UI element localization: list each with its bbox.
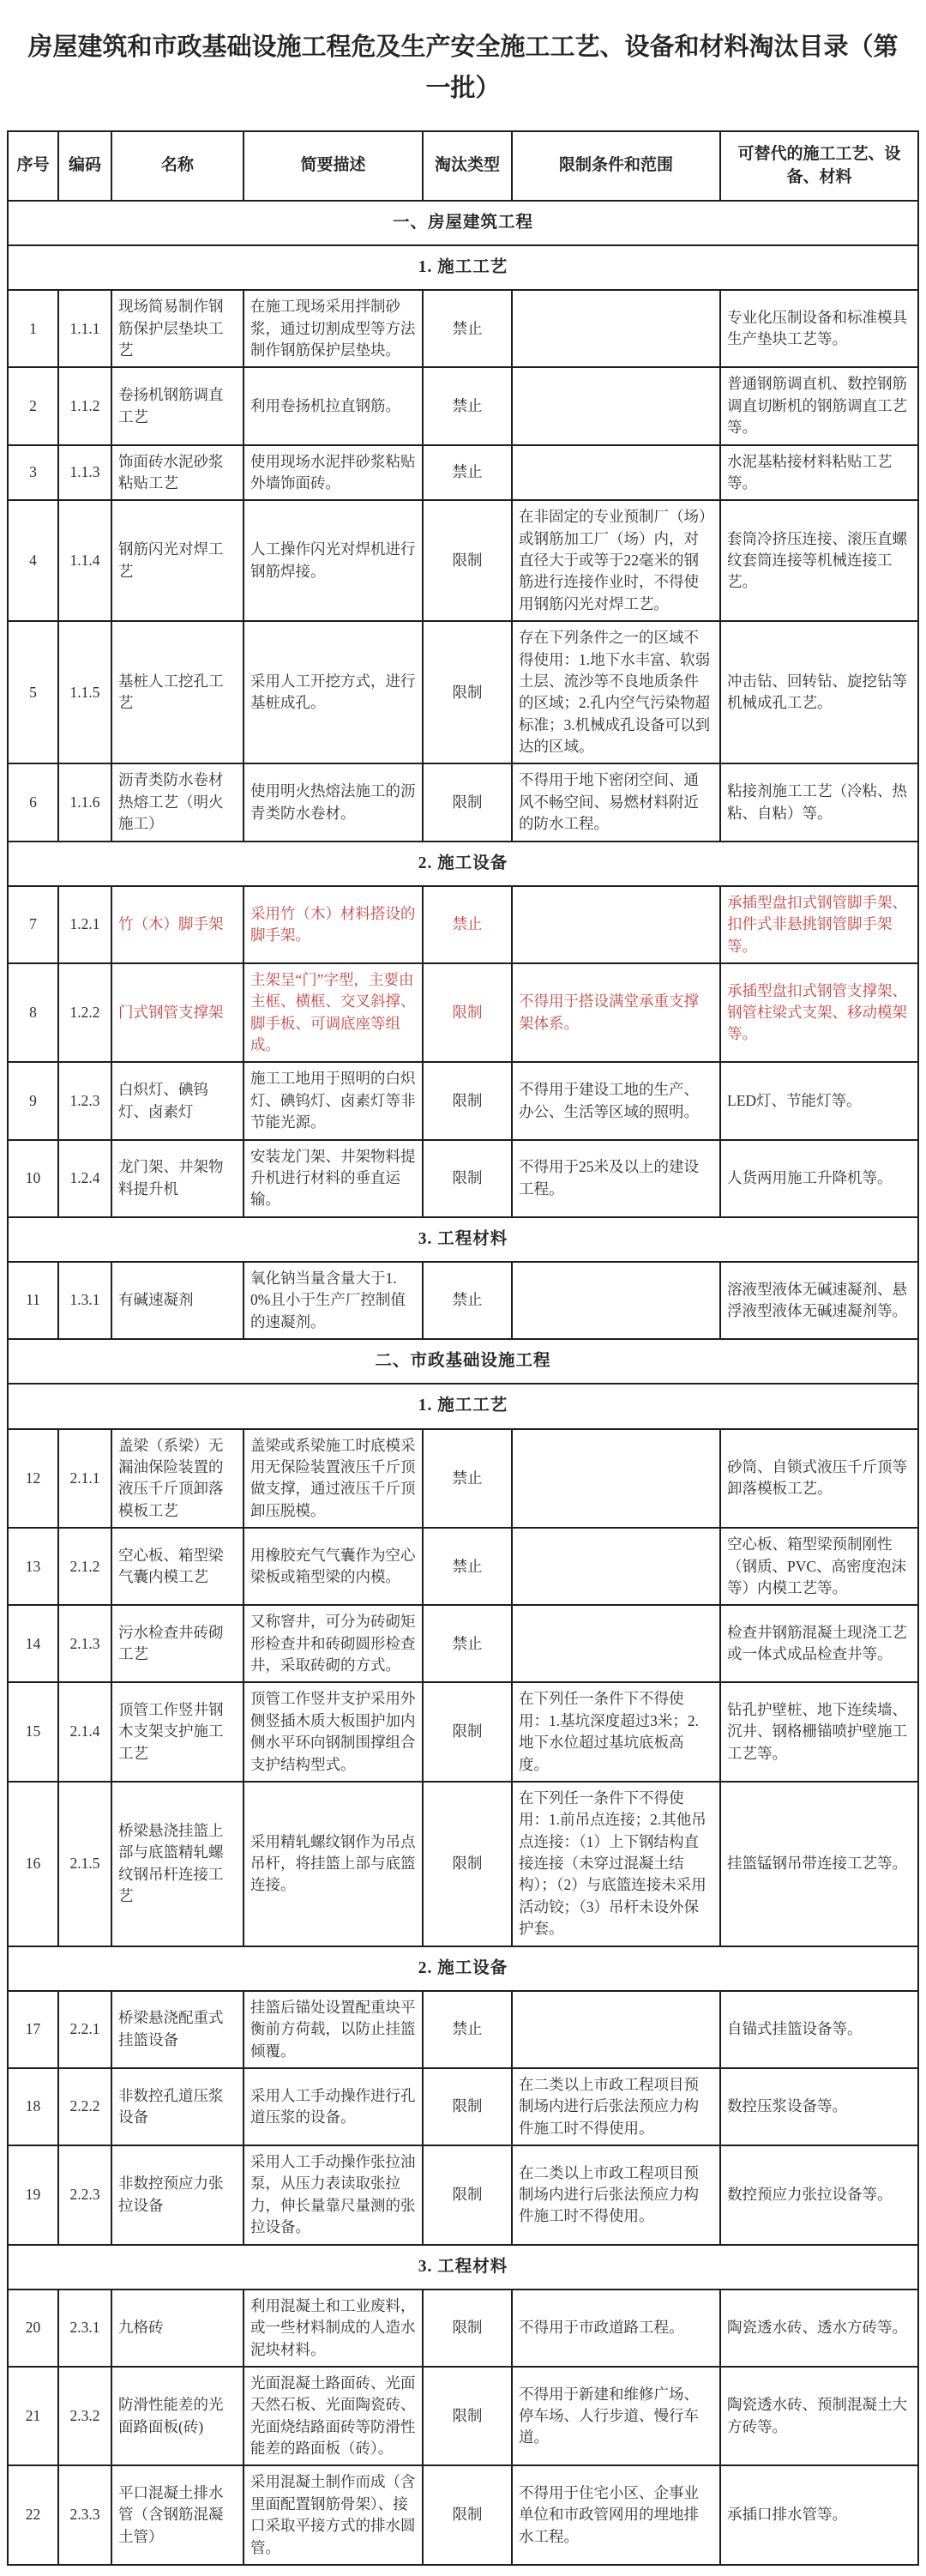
- cell-name: 饰面砖水泥砂浆粘贴工艺: [111, 445, 244, 501]
- cell-alt: 套筒冷挤压连接、滚压直螺纹套筒连接等机械连接工艺。: [720, 500, 918, 621]
- table-row: [8, 963, 918, 1063]
- cell-etype: 限制: [423, 763, 512, 841]
- cell-restrict: 在下列任一条件下不得使用：1.前吊点连接；2.其他吊点连接：（1）上下钢结构直接连接（未穿过混凝土结构）；（2）与底篮连接未采用活动铰；（3）吊杆未设外保护套。: [512, 1782, 720, 1946]
- cell-desc: 用橡胶充气气囊作为空心梁板或箱型梁的内模。: [244, 1528, 423, 1605]
- cell-desc: 利用混凝土和工业废料，或一些材料制成的人造水泥块材料。: [244, 2289, 423, 2367]
- cell-desc: 采用竹（木）材料搭设的脚手架。: [244, 886, 423, 963]
- cell-restrict: 在二类以上市政工程项目预制场内进行后张法预应力构件施工时不得使用。: [512, 2145, 720, 2245]
- elimination-catalog-table: [7, 130, 919, 2566]
- cell-no: 11: [8, 1262, 58, 1339]
- cell-restrict: 在非固定的专业预制厂（场）或钢筋加工厂（场）内，对直径大于或等于22毫米的钢筋进行连接作业时，不得使用钢筋闪光对焊工艺。: [512, 500, 720, 621]
- cell-name: 龙门架、井架物料提升机: [111, 1140, 244, 1217]
- cell-code: 2.3.3: [58, 2465, 111, 2565]
- cell-no: 6: [8, 763, 58, 841]
- section-label: 一、房屋建筑工程: [8, 201, 918, 245]
- cell-no: 19: [8, 2145, 58, 2245]
- header-no: 序号: [8, 131, 58, 201]
- cell-no: 21: [8, 2367, 58, 2466]
- cell-desc: 氧化钠当量含量大于1.0%且小于生产厂控制值的速凝剂。: [244, 1262, 423, 1339]
- cell-no: 9: [8, 1062, 58, 1139]
- cell-name: 沥青类防水卷材热熔工艺（明火施工）: [111, 763, 244, 841]
- cell-restrict: [512, 367, 720, 444]
- cell-etype: 限制: [423, 2068, 512, 2145]
- table-row: [8, 1528, 918, 1605]
- cell-alt: 自锚式挂篮设备等。: [720, 1991, 918, 2068]
- cell-etype: 限制: [423, 1782, 512, 1946]
- cell-alt: LED灯、节能灯等。: [720, 1062, 918, 1139]
- cell-etype: 限制: [423, 2145, 512, 2245]
- cell-etype: 限制: [423, 621, 512, 763]
- cell-etype: 禁止: [423, 1429, 512, 1529]
- cell-desc: 采用人工开挖方式，进行基桩成孔。: [244, 621, 423, 763]
- cell-desc: 采用人工手动操作进行孔道压浆的设备。: [244, 2068, 423, 2145]
- table-body: [8, 201, 918, 2565]
- cell-etype: 禁止: [423, 886, 512, 963]
- cell-etype: 禁止: [423, 367, 512, 444]
- cell-etype: 限制: [423, 2289, 512, 2367]
- cell-desc: 使用明火热熔法施工的沥青类防水卷材。: [244, 763, 423, 841]
- cell-alt: 陶瓷透水砖、透水方砖等。: [720, 2289, 918, 2367]
- cell-no: 17: [8, 1991, 58, 2068]
- section-label: 1. 施工工艺: [8, 245, 918, 290]
- cell-code: 2.3.2: [58, 2367, 111, 2466]
- cell-code: 2.1.1: [58, 1429, 111, 1529]
- cell-code: 1.1.6: [58, 763, 111, 841]
- section-label: 二、市政基础设施工程: [8, 1339, 918, 1384]
- cell-alt: 粘接剂施工工艺（冷粘、热粘、自粘）等。: [720, 763, 918, 841]
- cell-etype: 禁止: [423, 1528, 512, 1605]
- cell-alt: 普通钢筋调直机、数控钢筋调直切断机的钢筋调直工艺等。: [720, 367, 918, 444]
- cell-code: 1.2.4: [58, 1140, 111, 1217]
- cell-alt: 专业化压制设备和标准模具生产垫块工艺等。: [720, 290, 918, 367]
- cell-name: 平口混凝土排水管（含钢筋混凝土管）: [111, 2465, 244, 2565]
- cell-alt: 水泥基粘接材料粘贴工艺等。: [720, 445, 918, 501]
- cell-desc: 光面混凝土路面砖、光面天然石板、光面陶瓷砖、光面烧结路面砖等防滑性能差的路面板（砖）。: [244, 2367, 423, 2466]
- cell-etype: 限制: [423, 1062, 512, 1139]
- cell-code: 1.2.1: [58, 886, 111, 963]
- cell-desc: 利用卷扬机拉直钢筋。: [244, 367, 423, 444]
- cell-restrict: 不得用于住宅小区、企事业单位和市政管网用的埋地排水工程。: [512, 2465, 720, 2565]
- table-row: [8, 2068, 918, 2145]
- cell-desc: 主架呈“门”字型，主要由主框、横框、交叉斜撑、脚手板、可调底座等组成。: [244, 963, 423, 1063]
- cell-alt: 砂筒、自锁式液压千斤顶等卸落模板工艺。: [720, 1429, 918, 1529]
- cell-alt: 陶瓷透水砖、预制混凝土大方砖等。: [720, 2367, 918, 2466]
- cell-code: 2.1.4: [58, 1682, 111, 1782]
- cell-code: 1.1.5: [58, 621, 111, 763]
- cell-restrict: 不得用于25米及以上的建设工程。: [512, 1140, 720, 1217]
- cell-restrict: 存在下列条件之一的区域不得使用：1.地下水丰富、软弱土层、流沙等不良地质条件的区域；2.孔内空气污染物超标准；3.机械成孔设备可以到达的区域。: [512, 621, 720, 763]
- cell-restrict: 不得用于地下密闭空间、通风不畅空间、易燃材料附近的防水工程。: [512, 763, 720, 841]
- cell-restrict: 在二类以上市政工程项目预制场内进行后张法预应力构件施工时不得使用。: [512, 2068, 720, 2145]
- cell-name: 九格砖: [111, 2289, 244, 2367]
- cell-etype: 限制: [423, 963, 512, 1063]
- table-row: [8, 886, 918, 963]
- cell-alt: 冲击钻、回转钻、旋挖钻等机械成孔工艺。: [720, 621, 918, 763]
- cell-desc: 采用混凝土制作而成（含里面配置钢筋骨架）、接口采取平接方式的排水圆管。: [244, 2465, 423, 2565]
- table-row: [8, 1605, 918, 1682]
- cell-restrict: 不得用于新建和维修广场、停车场、人行步道、慢行车道。: [512, 2367, 720, 2466]
- cell-code: 2.1.5: [58, 1782, 111, 1946]
- table-row: [8, 763, 918, 841]
- cell-no: 20: [8, 2289, 58, 2367]
- table-row: [8, 1062, 918, 1139]
- cell-restrict: [512, 1262, 720, 1339]
- cell-no: 4: [8, 500, 58, 621]
- table-row: [8, 445, 918, 501]
- cell-alt: 溶液型液体无碱速凝剂、悬浮液型液体无碱速凝剂等。: [720, 1262, 918, 1339]
- table-row: [8, 621, 918, 763]
- section-row: [8, 1384, 918, 1428]
- section-label: 3. 工程材料: [8, 1217, 918, 1262]
- cell-no: 22: [8, 2465, 58, 2565]
- cell-no: 13: [8, 1528, 58, 1605]
- cell-alt: 数控压浆设备等。: [720, 2068, 918, 2145]
- cell-name: 现场简易制作钢筋保护层垫块工艺: [111, 290, 244, 367]
- section-label: 2. 施工设备: [8, 842, 918, 886]
- cell-name: 桥梁悬浇配重式挂篮设备: [111, 1991, 244, 2068]
- cell-desc: 采用人工手动操作张拉油泵，从压力表读取张拉力，伸长量靠尺量测的张拉设备。: [244, 2145, 423, 2245]
- section-row: [8, 842, 918, 886]
- header-restriction: 限制条件和范围: [512, 131, 720, 201]
- cell-name: 防滑性能差的光面路面板(砖): [111, 2367, 244, 2466]
- cell-code: 1.1.1: [58, 290, 111, 367]
- cell-desc: 人工操作闪光对焊机进行钢筋焊接。: [244, 500, 423, 621]
- cell-etype: 限制: [423, 500, 512, 621]
- cell-desc: 在施工现场采用拌制砂浆，通过切割成型等方法制作钢筋保护层垫块。: [244, 290, 423, 367]
- header-row: [8, 131, 918, 201]
- cell-no: 12: [8, 1429, 58, 1529]
- cell-desc: 使用现场水泥拌砂浆粘贴外墙饰面砖。: [244, 445, 423, 501]
- cell-desc: 顶管工作竖井支护采用外侧竖插木质大板围护加内侧水平环向钢制围撑组合支护结构型式。: [244, 1682, 423, 1782]
- cell-no: 15: [8, 1682, 58, 1782]
- cell-etype: 禁止: [423, 290, 512, 367]
- cell-alt: 数控预应力张拉设备等。: [720, 2145, 918, 2245]
- cell-code: 1.1.2: [58, 367, 111, 444]
- page-title: 房屋建筑和市政基础设施工程危及生产安全施工工艺、设备和材料淘汰目录（第一批）: [27, 33, 899, 102]
- cell-no: 1: [8, 290, 58, 367]
- cell-code: 2.1.3: [58, 1605, 111, 1682]
- cell-alt: 承插型盘扣式钢管支撑架、钢管柱梁式支架、移动模架等。: [720, 963, 918, 1063]
- cell-restrict: [512, 1605, 720, 1682]
- section-row: [8, 245, 918, 290]
- cell-name: 卷扬机钢筋调直工艺: [111, 367, 244, 444]
- table-row: [8, 290, 918, 367]
- section-row: [8, 1946, 918, 1991]
- cell-name: 桥梁悬浇挂篮上部与底篮精轧螺纹钢吊杆连接工艺: [111, 1782, 244, 1946]
- cell-no: 14: [8, 1605, 58, 1682]
- cell-restrict: [512, 886, 720, 963]
- cell-code: 1.2.2: [58, 963, 111, 1063]
- cell-restrict: [512, 290, 720, 367]
- cell-restrict: [512, 1429, 720, 1529]
- table-row: [8, 1140, 918, 1217]
- cell-no: 2: [8, 367, 58, 444]
- cell-restrict: 不得用于建设工地的生产、办公、生活等区域的照明。: [512, 1062, 720, 1139]
- cell-etype: 禁止: [423, 1262, 512, 1339]
- cell-name: 顶管工作竖井钢木支架支护施工工艺: [111, 1682, 244, 1782]
- cell-no: 8: [8, 963, 58, 1063]
- cell-alt: 挂篮锰钢吊带连接工艺等。: [720, 1782, 918, 1946]
- cell-name: 竹（木）脚手架: [111, 886, 244, 963]
- cell-etype: 限制: [423, 2465, 512, 2565]
- section-label: 3. 工程材料: [8, 2245, 918, 2289]
- cell-code: 2.1.2: [58, 1528, 111, 1605]
- cell-name: 非数控预应力张拉设备: [111, 2145, 244, 2245]
- cell-desc: 采用精轧螺纹钢作为吊点吊杆，将挂篮上部与底篮连接。: [244, 1782, 423, 1946]
- table-row: [8, 1682, 918, 1782]
- cell-etype: 限制: [423, 1140, 512, 1217]
- cell-etype: 禁止: [423, 445, 512, 501]
- cell-name: 钢筋闪光对焊工艺: [111, 500, 244, 621]
- cell-no: 16: [8, 1782, 58, 1946]
- cell-name: 空心板、箱型梁气囊内模工艺: [111, 1528, 244, 1605]
- header-desc: 简要描述: [244, 131, 423, 201]
- cell-code: 1.3.1: [58, 1262, 111, 1339]
- cell-restrict: 在下列任一条件下不得使用：1.基坑深度超过3米；2.地下水位超过基坑底板高度。: [512, 1682, 720, 1782]
- cell-name: 非数控孔道压浆设备: [111, 2068, 244, 2145]
- table-row: [8, 1782, 918, 1946]
- cell-alt: 检查井钢筋混凝土现浇工艺或一体式成品检查井等。: [720, 1605, 918, 1682]
- cell-restrict: [512, 1528, 720, 1605]
- cell-name: 基桩人工挖孔工艺: [111, 621, 244, 763]
- cell-name: 盖梁（系梁）无漏油保险装置的液压千斤顶卸落模板工艺: [111, 1429, 244, 1529]
- cell-restrict: [512, 1991, 720, 2068]
- cell-restrict: [512, 445, 720, 501]
- header-name: 名称: [111, 131, 244, 201]
- table-row: [8, 2289, 918, 2367]
- cell-alt: 承插口排水管等。: [720, 2465, 918, 2565]
- cell-etype: 限制: [423, 2367, 512, 2466]
- header-elimination-type: 淘汰类型: [423, 131, 512, 201]
- table-row: [8, 2367, 918, 2466]
- cell-code: 2.2.1: [58, 1991, 111, 2068]
- cell-name: 有碱速凝剂: [111, 1262, 244, 1339]
- cell-no: 5: [8, 621, 58, 763]
- cell-name: 白炽灯、碘钨灯、卤素灯: [111, 1062, 244, 1139]
- cell-code: 1.2.3: [58, 1062, 111, 1139]
- table-row: [8, 1991, 918, 2068]
- cell-code: 1.1.4: [58, 500, 111, 621]
- cell-no: 3: [8, 445, 58, 501]
- section-label: 1. 施工工艺: [8, 1384, 918, 1428]
- cell-desc: 盖梁或系梁施工时底模采用无保险装置液压千斤顶做支撑，通过液压千斤顶卸压脱模。: [244, 1429, 423, 1529]
- cell-no: 7: [8, 886, 58, 963]
- section-label: 2. 施工设备: [8, 1946, 918, 1991]
- cell-desc: 又称窨井，可分为砖砌矩形检查井和砖砌圆形检查井，采取砖砌的方式。: [244, 1605, 423, 1682]
- cell-desc: 施工工地用于照明的白炽灯、碘钨灯、卤素灯等非节能光源。: [244, 1062, 423, 1139]
- table-row: [8, 1429, 918, 1529]
- cell-restrict: 不得用于搭设满堂承重支撑架体系。: [512, 963, 720, 1063]
- table-row: [8, 367, 918, 444]
- cell-code: 2.2.3: [58, 2145, 111, 2245]
- table-row: [8, 2145, 918, 2245]
- cell-code: 2.2.2: [58, 2068, 111, 2145]
- cell-etype: 限制: [423, 1682, 512, 1782]
- section-row: [8, 1339, 918, 1384]
- cell-desc: 挂篮后锚处设置配重块平衡前方荷载，以防止挂篮倾覆。: [244, 1991, 423, 2068]
- table-row: [8, 2465, 918, 2565]
- cell-alt: 承插型盘扣式钢管脚手架、扣件式非悬挑钢管脚手架等。: [720, 886, 918, 963]
- header-alternatives: 可替代的施工工艺、设备、材料: [720, 131, 918, 201]
- cell-alt: 钻孔护壁桩、地下连续墙、沉井、钢格栅锚喷护壁施工工艺等。: [720, 1682, 918, 1782]
- cell-desc: 安装龙门架、井架物料提升机进行材料的垂直运输。: [244, 1140, 423, 1217]
- section-row: [8, 1217, 918, 1262]
- cell-no: 10: [8, 1140, 58, 1217]
- cell-alt: 人货两用施工升降机等。: [720, 1140, 918, 1217]
- cell-no: 18: [8, 2068, 58, 2145]
- cell-alt: 空心板、箱型梁预制刚性（钢质、PVC、高密度泡沫等）内模工艺等。: [720, 1528, 918, 1605]
- cell-etype: 禁止: [423, 1991, 512, 2068]
- cell-code: 1.1.3: [58, 445, 111, 501]
- cell-restrict: 不得用于市政道路工程。: [512, 2289, 720, 2367]
- cell-etype: 禁止: [423, 1605, 512, 1682]
- header-code: 编码: [58, 131, 111, 201]
- section-row: [8, 2245, 918, 2289]
- cell-name: 门式钢管支撑架: [111, 963, 244, 1063]
- table-row: [8, 1262, 918, 1339]
- cell-code: 2.3.1: [58, 2289, 111, 2367]
- section-row: [8, 201, 918, 245]
- cell-name: 污水检查井砖砌工艺: [111, 1605, 244, 1682]
- table-row: [8, 500, 918, 621]
